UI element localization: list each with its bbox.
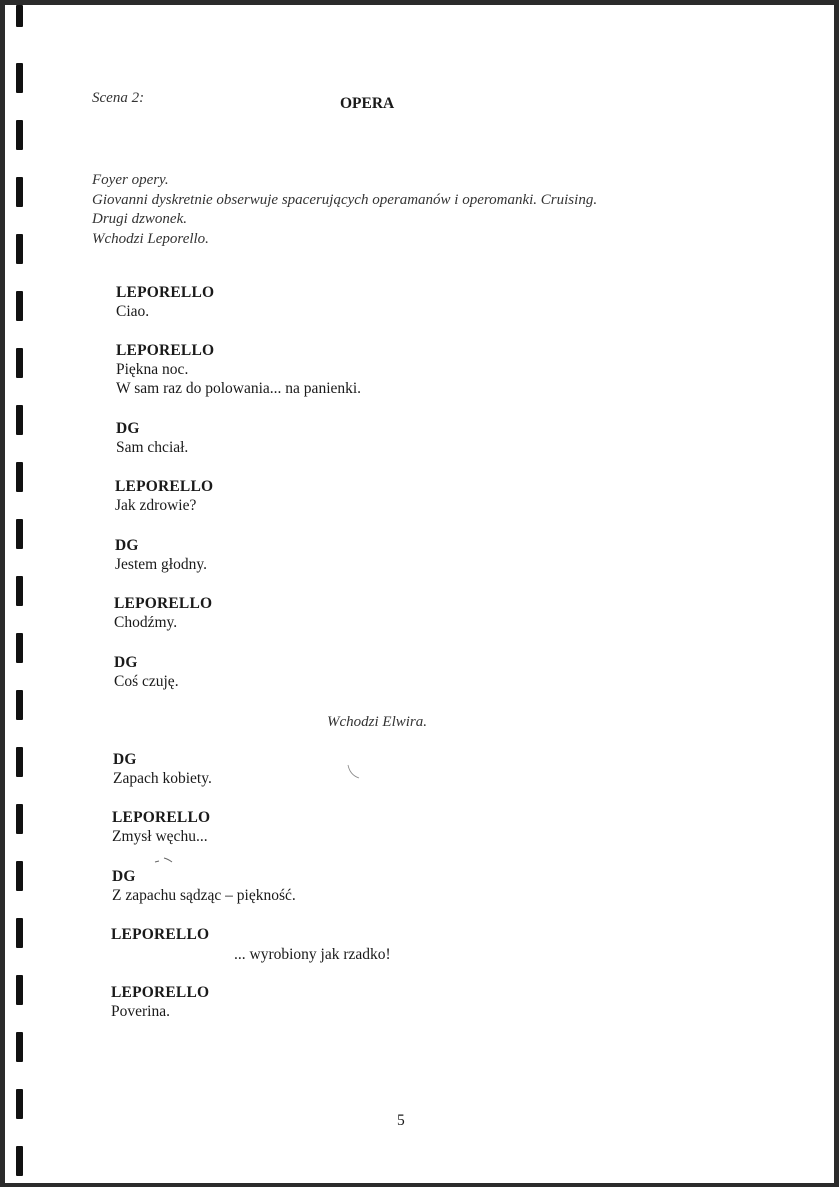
dialogue-line: Poverina. xyxy=(111,1003,170,1020)
binding-mark xyxy=(16,576,23,606)
speaker-name: LEPORELLO xyxy=(115,478,214,495)
dialogue-line: Zmysł węchu... xyxy=(112,828,208,845)
speaker-name: LEPORELLO xyxy=(116,342,215,359)
binding-mark xyxy=(16,690,23,720)
speaker-name: LEPORELLO xyxy=(114,595,213,612)
stage-direction-line: Giovanni dyskretnie obserwuje spacerujących operamanów i operomanki. Cruising. xyxy=(92,191,598,208)
speaker-name: DG xyxy=(112,868,136,885)
dialogue-line: Z zapachu sądząc – piękność. xyxy=(112,887,296,904)
speaker-name: DG xyxy=(116,420,140,437)
stage-direction-line: Foyer opery. xyxy=(92,172,169,188)
binding-mark xyxy=(16,804,23,834)
speaker-name: LEPORELLO xyxy=(112,809,211,826)
stage-direction-line: Drugi dzwonek. xyxy=(92,211,187,228)
script-page xyxy=(5,5,834,1183)
binding-mark xyxy=(16,1146,23,1176)
page-number: 5 xyxy=(397,1112,405,1129)
binding-mark xyxy=(16,462,23,492)
binding-holes xyxy=(16,5,28,1183)
binding-mark xyxy=(16,177,23,207)
speaker-name: DG xyxy=(114,654,138,671)
dialogue-line: W sam raz do polowania... na panienki. xyxy=(116,380,362,397)
dialogue-line: Zapach kobiety. xyxy=(113,770,212,787)
binding-mark xyxy=(16,63,23,93)
speaker-name: LEPORELLO xyxy=(116,284,215,301)
scan-artifact xyxy=(345,763,365,783)
stage-direction-centered: Wchodzi Elwira. xyxy=(327,714,427,730)
binding-mark xyxy=(16,519,23,549)
binding-mark xyxy=(16,918,23,948)
speaker-name: LEPORELLO xyxy=(111,984,210,1001)
dialogue-line: Chodźmy. xyxy=(114,614,178,631)
binding-mark xyxy=(16,861,23,891)
binding-mark xyxy=(16,747,23,777)
dialogue-line: Piękna noc. xyxy=(116,361,189,378)
speaker-name: LEPORELLO xyxy=(111,926,210,943)
binding-mark xyxy=(16,405,23,435)
binding-mark xyxy=(16,5,23,27)
binding-mark xyxy=(16,348,23,378)
binding-mark xyxy=(16,975,23,1005)
binding-mark xyxy=(16,633,23,663)
dialogue-line: Jak zdrowie? xyxy=(115,497,197,514)
binding-mark xyxy=(16,291,23,321)
binding-mark xyxy=(16,1089,23,1119)
speaker-name: DG xyxy=(113,751,137,768)
stage-direction-line: Wchodzi Leporello. xyxy=(92,230,209,247)
dialogue-line: ... wyrobiony jak rzadko! xyxy=(234,946,391,963)
dialogue-line: Coś czuję. xyxy=(114,673,179,690)
scene-title: OPERA xyxy=(340,95,395,112)
speaker-name: DG xyxy=(115,537,139,554)
binding-mark xyxy=(16,120,23,150)
binding-mark xyxy=(16,234,23,264)
stage-directions xyxy=(92,171,597,249)
binding-mark xyxy=(16,1032,23,1062)
dialogue-line: Ciao. xyxy=(116,303,150,320)
scene-label: Scena 2: xyxy=(92,90,145,106)
dialogue-line: Jestem głodny. xyxy=(115,556,207,573)
scan-artifact xyxy=(153,856,177,866)
dialogue-line: Sam chciał. xyxy=(116,439,189,456)
